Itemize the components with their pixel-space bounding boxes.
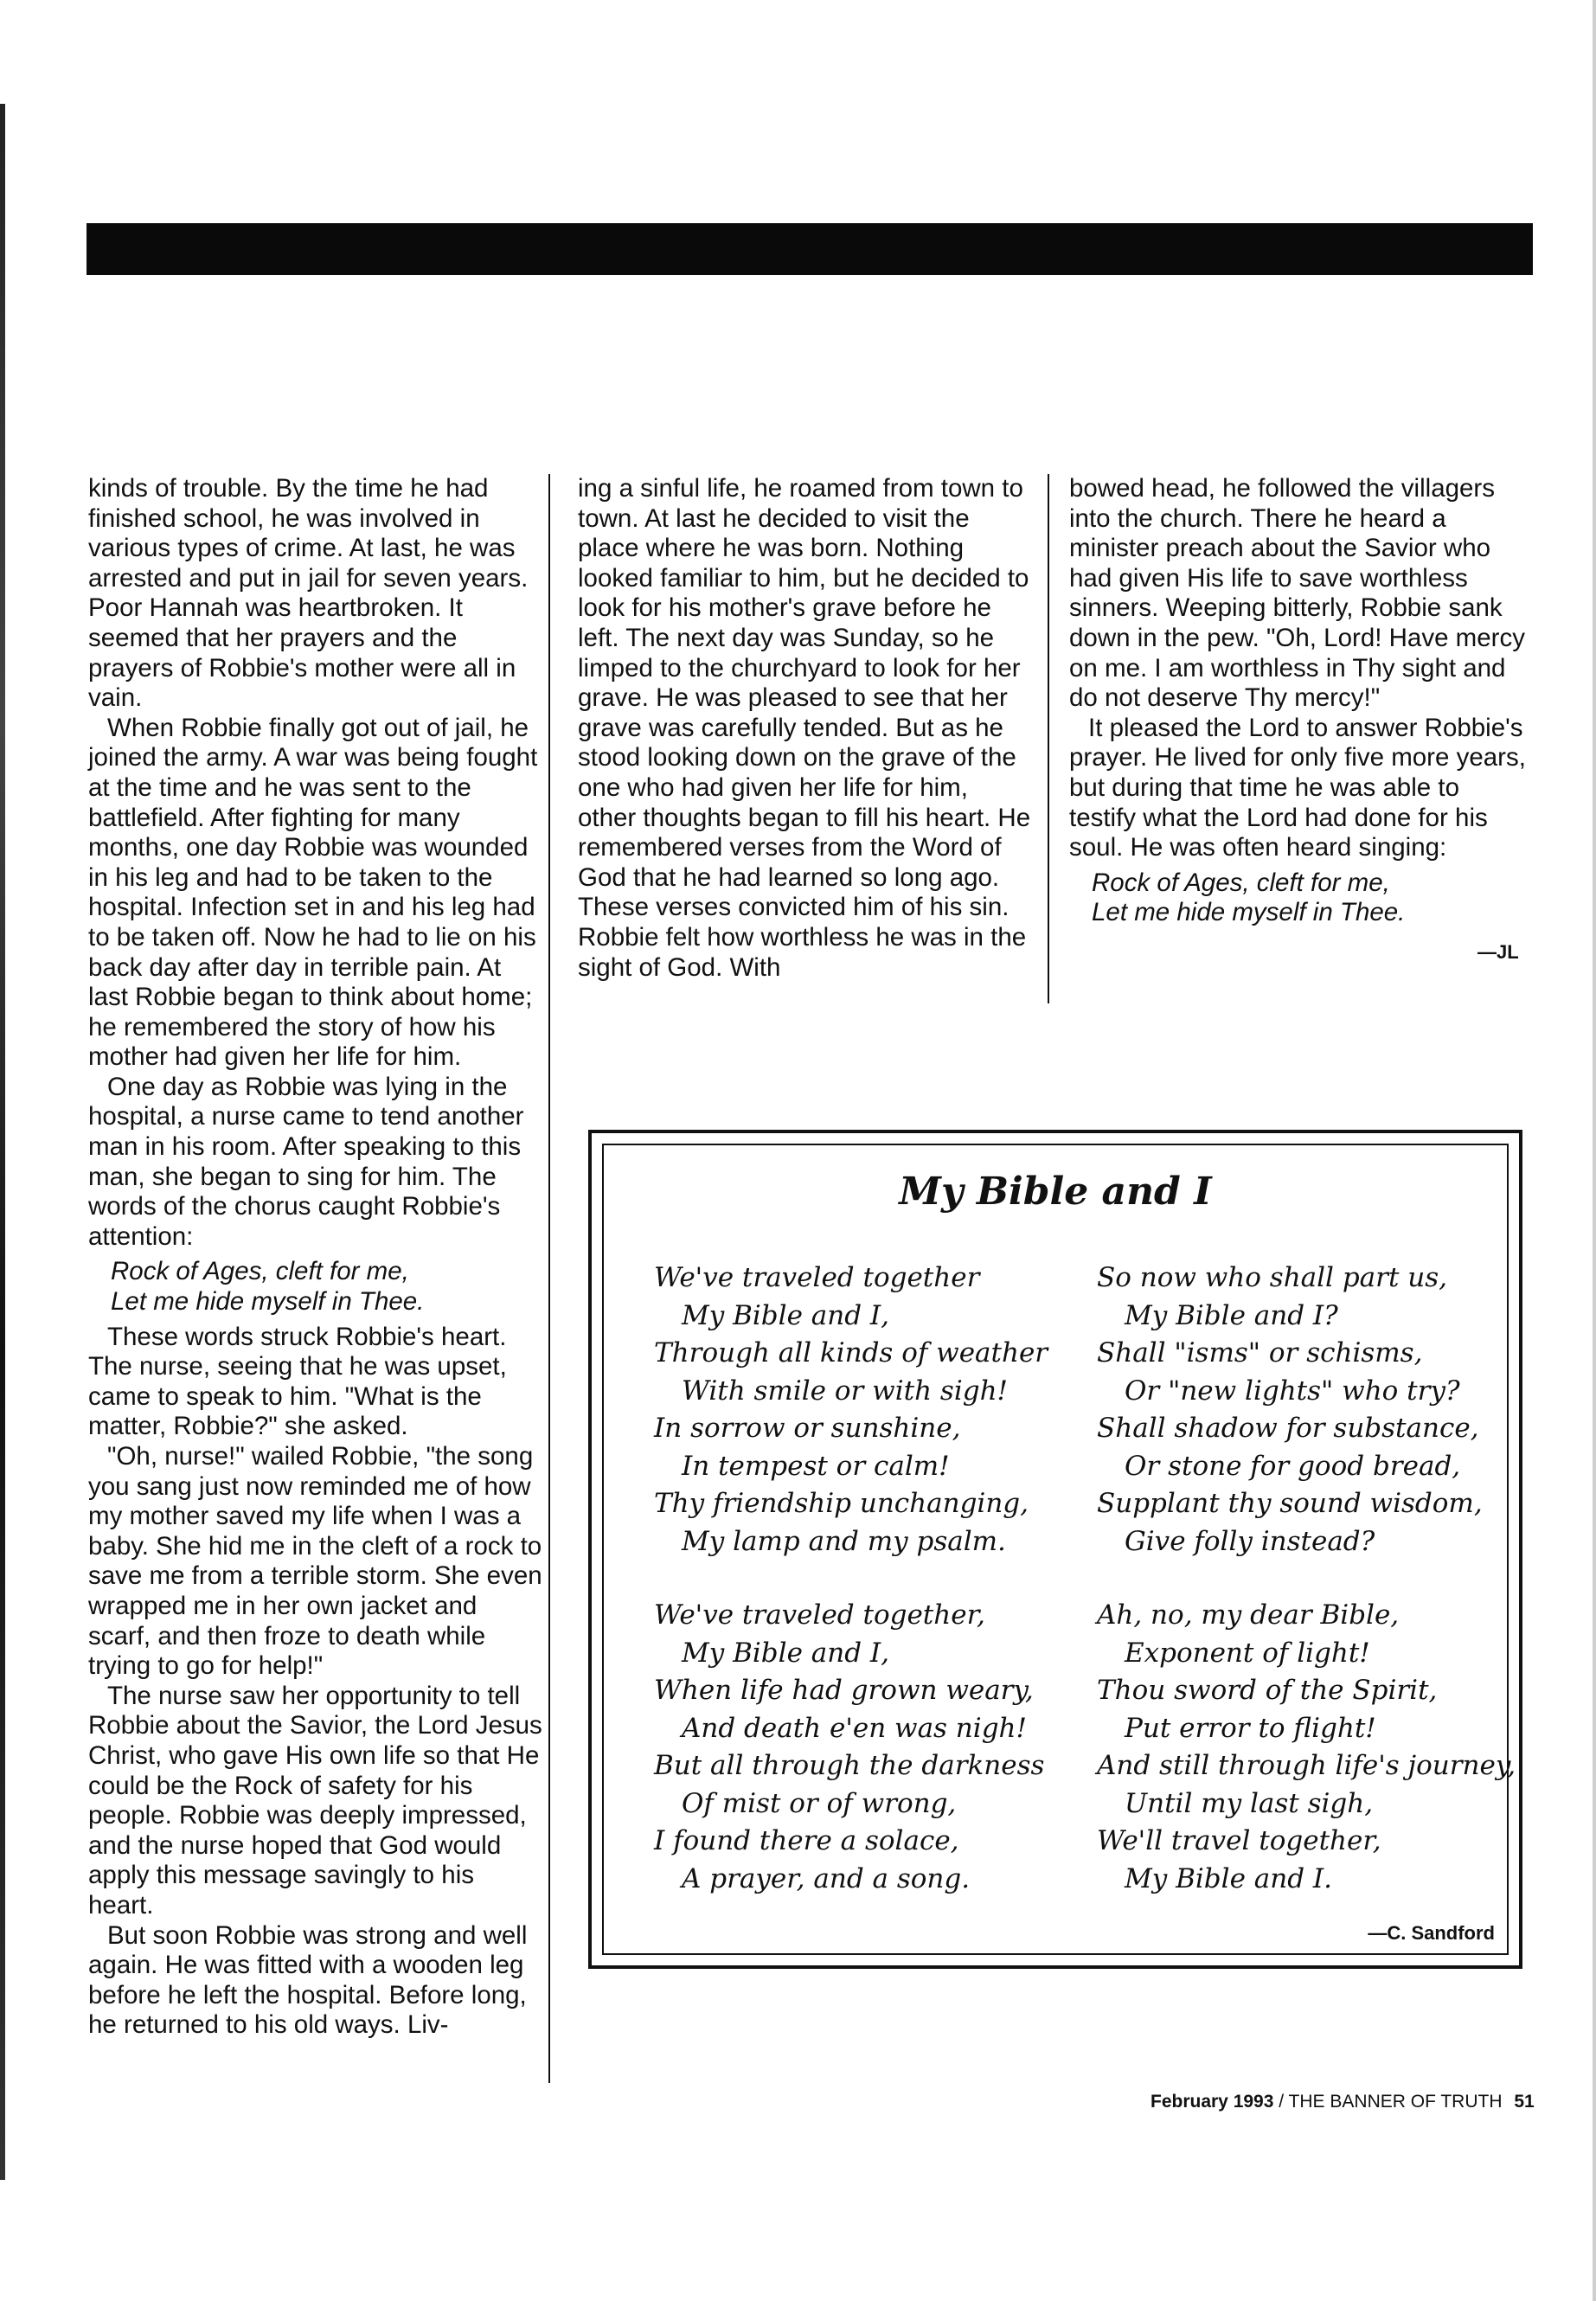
paragraph: When Robbie finally got out of jail, he joined the army. A war was being fought at the time and he was sent to the battlefield. After fighting for many months, one day Robbie was wounded in his leg and had to be taken to the hospital. Infection set in and his leg had to be taken off. Now he had to lie on his back day after day in terrible pain. At last Robbie began to think about home; he remembered the story of how his mother had given her life for him. <box>88 713 538 1072</box>
poem-line: A prayer, and a song. <box>682 1862 971 1894</box>
poem-line: Supplant thy sound wisdom, <box>1097 1488 1483 1519</box>
paragraph: One day as Robbie was lying in the hospital, a nurse came to tend another man in his room. After speaking to this man, she began to sing for him. The words of the chorus caught Robbie's attention: <box>88 1072 524 1251</box>
poem-line: Until my last sigh, <box>1125 1787 1374 1819</box>
poem-line: My lamp and my psalm. <box>682 1525 1006 1557</box>
poem-line: We've traveled together, <box>654 1599 985 1631</box>
poem-line: But all through the darkness <box>654 1750 1045 1781</box>
hymn-line: Rock of Ages, cleft for me, <box>111 1257 409 1286</box>
hymn-line: Let me hide myself in Thee. <box>111 1287 425 1317</box>
poem-stanza <box>1097 1597 1516 1898</box>
paragraph: ing a sinful life, he roamed from town to town. At last he decided to visit the place where he was born. Nothing looked familiar to him, but he decided to look for his mother's grave before he left. The next day was Sunday, so he limped to the churchyard to look for her grave. He was pleased to see that her grave was carefully tended. But as he stood looking down on the grave of the one who had given her life for him, other thoughts began to fill his heart. He remembered verses from the Word of God that he had learned so long ago. These verses convicted him of his sin. Robbie felt how worthless he was in the sight of God. With <box>578 474 1031 982</box>
poem-line: I found there a solace, <box>654 1825 959 1856</box>
poem-line: Through all kinds of weather <box>654 1337 1048 1368</box>
poem-line: Exponent of light! <box>1125 1637 1370 1669</box>
poem-line: Shall "isms" or schisms, <box>1097 1337 1423 1368</box>
poem-line: Put error to flight! <box>1125 1712 1376 1744</box>
poem-line: Shall shadow for substance, <box>1097 1413 1479 1444</box>
poem-line: With smile or with sigh! <box>682 1375 1008 1407</box>
poem-line: Thy friendship unchanging, <box>654 1488 1029 1519</box>
poem-box <box>588 1130 1522 1969</box>
paragraph: kinds of trouble. By the time he had finished school, he was involved in various types of crime. At last, he was arrested and put in jail for seven years. Poor Hannah was heartbroken. It seemed that her prayers and the prayers of Robbie's mother were all in vain. <box>88 474 529 713</box>
article-column-1 <box>88 474 545 2041</box>
article-column-2 <box>578 474 1032 983</box>
paragraph: But soon Robbie was strong and well again. He was fitted with a wooden leg before he left the hospital. Before long, he returned to his old ways. Liv- <box>88 1920 528 2040</box>
poem-line: Ah, no, my dear Bible, <box>1097 1599 1400 1631</box>
poem-line: My Bible and I? <box>1125 1299 1338 1331</box>
paragraph: These words struck Robbie's heart. The nurse, seeing that he was upset, came to speak to him. "What is the matter, Robbie?" she asked. <box>88 1322 507 1441</box>
poem-line: We'll travel together, <box>1097 1825 1381 1856</box>
article-signature: —JL <box>1477 941 1519 963</box>
poem-line: Thou sword of the Spirit, <box>1097 1675 1438 1706</box>
poem-line: Or stone for good bread, <box>1125 1450 1461 1482</box>
poem-line: My Bible and I. <box>1125 1862 1333 1894</box>
poem-line: And death e'en was nigh! <box>682 1712 1027 1744</box>
column-divider <box>1048 474 1049 1003</box>
hymn-quote <box>111 1257 545 1317</box>
page-number: 51 <box>1514 2092 1535 2112</box>
paragraph: bowed head, he followed the villagers into the church. There he heard a minister preach about the Savior who had given His life to save worthless sinners. Weeping bitterly, Robbie sank down in the pew. "Oh, Lord! Have mercy on me. I am worthless in Thy sight and do not deserve Thy mercy!" <box>1069 474 1525 713</box>
poem-line: Or "new lights" who try? <box>1125 1375 1460 1407</box>
poem-line: Give folly instead? <box>1125 1525 1375 1557</box>
poem-title: My Bible and I <box>899 1170 1212 1214</box>
column-divider <box>548 474 550 2083</box>
scan-edge-left <box>0 104 5 2180</box>
scan-edge-right <box>1593 0 1596 2301</box>
poem-line: My Bible and I, <box>682 1637 890 1669</box>
poem-stanza <box>1097 1259 1483 1561</box>
poem-line: In tempest or calm! <box>682 1450 950 1482</box>
hymn-line: Rock of Ages, cleft for me, <box>1092 868 1390 897</box>
footer-publication: / THE BANNER OF TRUTH <box>1279 2092 1503 2112</box>
poem-line: We've traveled together <box>654 1262 980 1293</box>
poem-stanza <box>654 1259 1048 1561</box>
poem-line: Of mist or of wrong, <box>682 1787 957 1819</box>
article-column-3 <box>1069 474 1531 933</box>
header-bar <box>87 223 1533 275</box>
paragraph: "Oh, nurse!" wailed Robbie, "the song you sang just now reminded me of how my mother saved my life when I was a baby. She hid me in the cleft of a rock to save me from a terrible storm. She even wrapped me in her own jacket and scarf, and then froze to death while trying to go for help!" <box>88 1442 542 1681</box>
poem-stanza <box>654 1597 1044 1898</box>
hymn-quote <box>1092 868 1531 928</box>
poem-line: In sorrow or sunshine, <box>654 1413 961 1444</box>
poem-line: And still through life's journey, <box>1097 1750 1516 1781</box>
poem-line: My Bible and I, <box>682 1299 890 1331</box>
page-footer <box>1151 2092 1535 2112</box>
paragraph: The nurse saw her opportunity to tell Robbie about the Savior, the Lord Jesus Christ, who gave His own life so that He could be the Rock of safety for his people. Robbie was deeply impressed, and the nurse hoped that God would apply this message savingly to his heart. <box>88 1681 542 1920</box>
hymn-line: Let me hide myself in Thee. <box>1092 898 1406 927</box>
poem-line: When life had grown weary, <box>654 1675 1034 1706</box>
paragraph: It pleased the Lord to answer Robbie's prayer. He lived for only five more years, but during that time he was able to testify what the Lord had done for his soul. He was often heard singing: <box>1069 713 1526 862</box>
poem-author: —C. Sandford <box>1368 1922 1495 1944</box>
footer-date: February 1993 <box>1151 2092 1274 2112</box>
poem-line: So now who shall part us, <box>1097 1262 1448 1293</box>
